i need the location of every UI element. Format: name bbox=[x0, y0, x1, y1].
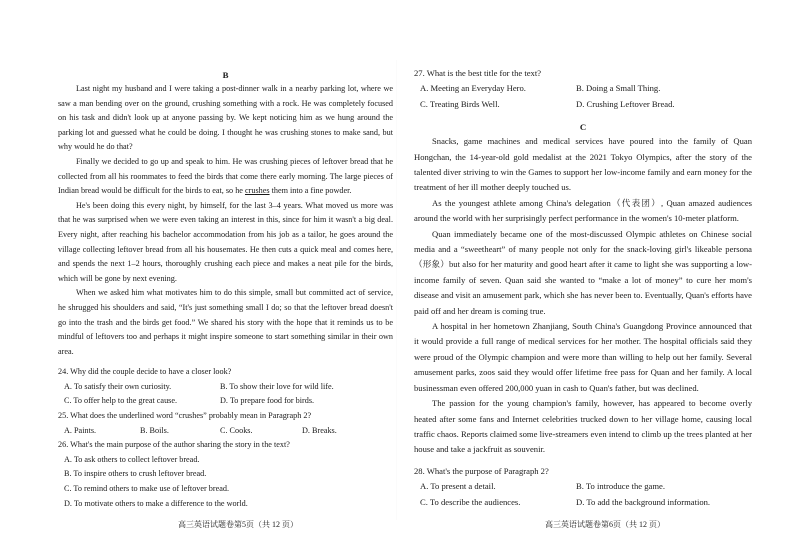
underlined-word-crushes: crushes bbox=[244, 186, 270, 196]
question-27-option-b: B. Doing a Small Thing. bbox=[576, 83, 661, 94]
question-24-option-b: B. To show their love for wild life. bbox=[220, 381, 334, 391]
page-divider bbox=[396, 60, 397, 520]
question-26-option-d: D. To motivate others to make a difference to the world. bbox=[64, 498, 248, 508]
question-25-option-d: D. Breaks. bbox=[302, 425, 337, 435]
question-25-option-a: A. Paints. bbox=[64, 425, 97, 435]
question-24-options-row-1 bbox=[58, 380, 393, 395]
question-27-option-c: C. Treating Birds Well. bbox=[420, 98, 500, 109]
passage-c-paragraph-2: As the youngest athlete among China's delegation（代表团）, Quan amazed audiences around the world with her surprisingly perfect performance in the women's 10-meter platform. bbox=[414, 197, 752, 224]
question-24-options-row-2 bbox=[58, 394, 393, 409]
section-heading-b: B bbox=[222, 70, 229, 80]
question-27-option-a: A. Meeting an Everyday Hero. bbox=[420, 83, 526, 94]
question-27-options-row-1 bbox=[414, 81, 752, 96]
question-28-options-row-1 bbox=[414, 479, 752, 494]
question-25-stem: 25. What does the underlined word “crushes” probably mean in Paragraph 2? bbox=[58, 411, 312, 421]
question-28-options-row-2 bbox=[414, 495, 752, 510]
question-25-option-b: B. Boils. bbox=[140, 425, 169, 435]
question-28-stem: 28. What's the purpose of Paragraph 2? bbox=[414, 465, 549, 476]
question-27-option-d: D. Crushing Leftover Bread. bbox=[576, 98, 675, 109]
passage-c-paragraph-1: Snacks, game machines and medical services have poured into the family of Quan Hongchan, the 14-year-old gold medalist at the 2021 Tokyo Olympics, after the story of the talented diver striving to win the Games to support her low-income family and earn money for the treatment of her ill mother deeply touched us. bbox=[414, 136, 752, 193]
passage-b-paragraph-1: Last night my husband and I were taking a post-dinner walk in a nearby parking lot, where we saw a man bending over on the ground, crushing something with a rock. He was completely focused on his task and didn't look up at anyone passing by. We kept noticing him as we hung around the parking lot and guessed what he could be doing. I thought he was crushing stones to make sand, but why would he do that? bbox=[58, 84, 393, 152]
passage-c-paragraph-5: The passion for the young champion's family, however, has appeared to become overly heated after some fans and Internet celebrities trucked down to her village home, causing local traffic chaos. Reports claimed some live-streamers even intend to climb up the trees planted at her house and take a jackfruit as souvenir. bbox=[414, 398, 752, 455]
question-28-option-c: C. To describe the audiences. bbox=[420, 496, 521, 507]
question-25-options bbox=[58, 424, 393, 439]
passage-b-paragraph-2 bbox=[58, 155, 393, 199]
question-27-stem: 27. What is the best title for the text? bbox=[414, 68, 542, 78]
question-24-stem: 24. Why did the couple decide to have a closer look? bbox=[58, 367, 232, 377]
paragraph-2-text-start: Finally we decided to go up and speak to him. He was crushing pieces of leftover bread that he collected from all his roommates to feed the birds that come there early morning. The large pieces of Indian bread would be difficult for the birds to eat, so he bbox=[58, 156, 393, 196]
question-24-option-c: C. To offer help to the great cause. bbox=[64, 396, 178, 406]
question-27-options-row-2 bbox=[414, 97, 752, 112]
page-footer-right: 高三英语试题卷第6页（共 12 页） bbox=[545, 520, 665, 529]
right-column bbox=[414, 66, 752, 510]
question-28-option-b: B. To introduce the game. bbox=[576, 481, 665, 492]
passage-c-paragraph-3: Quan immediately became one of the most-discussed Olympic athletes on Chinese social media and a “sweetheart” of many people not only for the snack-loving girl's likeable persona（形象）but also for her maturity and good heart after it came to light she was supporting a low-income family of seven. Quan said she wanted to “make a lot of money” to cure her mom's disease and visit an amusement park, which she has never been to. Eventually, Quan's efforts have paid off and her dream is coming true. bbox=[414, 228, 752, 316]
passage-c-paragraph-4: A hospital in her hometown Zhanjiang, South China's Guangdong Province announced that it would provide a full range of medical services for her mother. The hospital officials said they were proud of the Olympic champion and were more than willing to help out her family. Several amusement parks, zoos said they would offer lifetime free pass for Quan and her family. A local businessman even offered 200,000 yuan in cash to Quan's father, but was declined. bbox=[414, 321, 752, 393]
page-footer-left: 高三英语试题卷第5页（共 12 页） bbox=[178, 520, 298, 529]
question-25-option-c: C. Cooks. bbox=[220, 425, 253, 435]
question-26-stem: 26. What's the main purpose of the author sharing the story in the text? bbox=[58, 440, 290, 450]
question-26-option-a: A. To ask others to collect leftover bread. bbox=[64, 454, 200, 464]
question-28-option-d: D. To add the background information. bbox=[576, 496, 711, 507]
question-24-option-d: D. To prepare food for birds. bbox=[220, 396, 315, 406]
question-26-option-c: C. To remind others to make use of leftover bread. bbox=[64, 484, 230, 494]
question-24-option-a: A. To satisfy their own curiosity. bbox=[64, 381, 172, 391]
question-28-option-a: A. To present a detail. bbox=[420, 481, 496, 492]
question-26-option-b: B. To inspire others to crush leftover bread. bbox=[64, 469, 207, 479]
passage-b-paragraph-3: He's been doing this every night, by himself, for the last 3–4 years. What moved us more was that he was surprised when we were even taking an interest in this, since for him it wasn't a big deal. Every night, after reaching his bachelor accommodation from his job as a tailor, he goes around the village collecting leftover bread from all his housemates. He then cuts a quick meal and comes here, and spends the next 1–2 hours, thoroughly crushing each piece and makes a neat pile for the birds, which will be gone by next evening. bbox=[58, 200, 393, 283]
left-column bbox=[58, 66, 393, 511]
passage-b-paragraph-4: When we asked him what motivates him to do this simple, small but committed act of service, he shrugged his shoulders and said, “It's just something small I do; so that the leftover bread doesn't go into the trash and the birds get food.” We shared his story with the hope that it reminds us to be mindful of leftovers too and perhaps it might inspire someone to start something similar in their own area. bbox=[58, 288, 393, 356]
section-heading-c: C bbox=[579, 122, 587, 133]
paragraph-2-text-end: them into a fine powder. bbox=[269, 186, 352, 196]
